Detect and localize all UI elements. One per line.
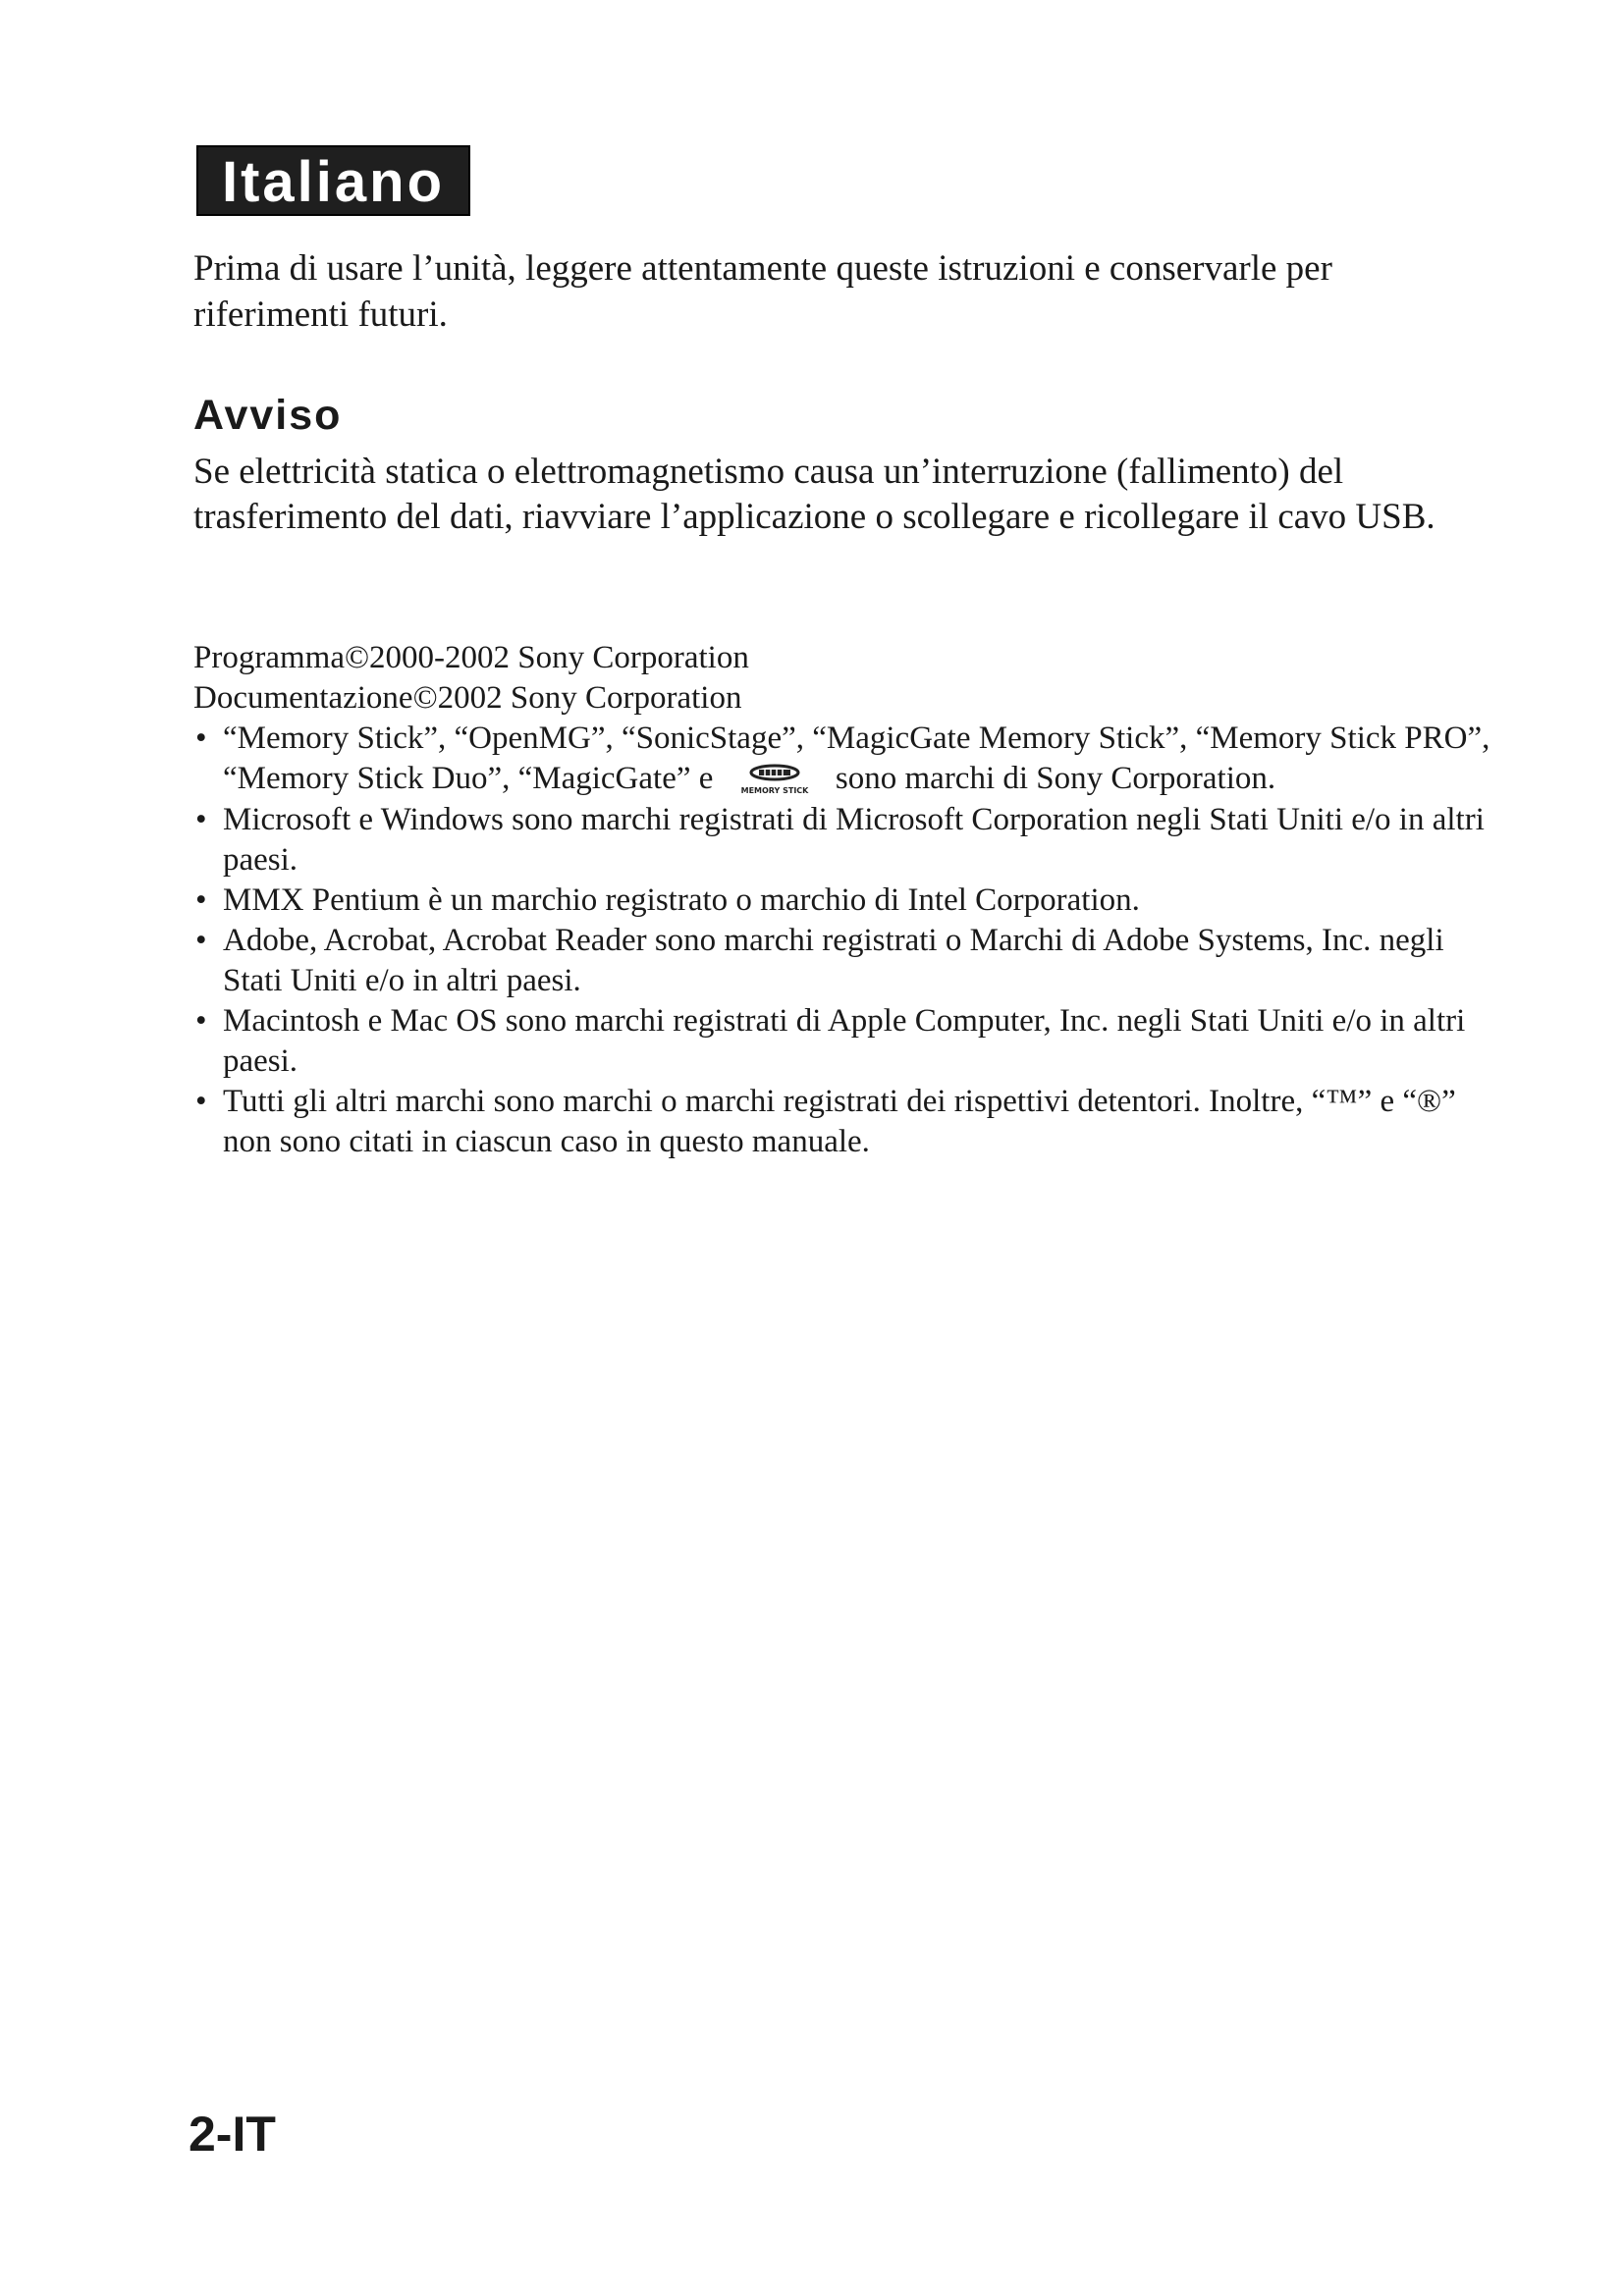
- page-number: 2-IT: [189, 2107, 276, 2162]
- intro-paragraph: Prima di usare l’unità, leggere attentamente queste istruzioni e conservarle per riferimenti futuri.: [193, 248, 1332, 335]
- trademark-list: [193, 719, 1509, 1162]
- documentation-copyright: Documentazione©2002 Sony Corporation: [193, 680, 742, 716]
- language-tab: Italiano: [196, 145, 470, 216]
- copyright-block: [193, 638, 1499, 719]
- bullet: •: [195, 923, 207, 959]
- program-copyright: Programma©2000-2002 Sony Corporation: [193, 640, 749, 675]
- trademark-item-adobe: [193, 921, 1509, 1001]
- trademark-text: MMX Pentium è un marchio registrato o marchio di Intel Corporation.: [223, 882, 1140, 919]
- bullet: •: [195, 802, 207, 838]
- trademark-text: Microsoft e Windows sono marchi registrati di Microsoft Corporation negli Stati Uniti e/o in altri paesi.: [223, 802, 1485, 879]
- memory-stick-logo-icon: [726, 761, 824, 800]
- trademark-text: Tutti gli altri marchi sono marchi o marchi registrati dei rispettivi detentori. Inoltre, “™” e “®” non sono citati in ciascun caso in questo manuale.: [223, 1084, 1456, 1160]
- memory-stick-logo-text: MEMORY STICK: [740, 786, 809, 796]
- bullet: •: [195, 882, 207, 919]
- trademark-text: Macintosh e Mac OS sono marchi registrati di Apple Computer, Inc. negli Stati Uniti e/o in altri paesi.: [223, 1003, 1466, 1080]
- trademark-text: Adobe, Acrobat, Acrobat Reader sono marchi registrati o Marchi di Adobe Systems, Inc. negli Stati Uniti e/o in altri paesi.: [223, 923, 1444, 999]
- trademark-item-sony: [193, 719, 1509, 800]
- bullet: •: [195, 1003, 207, 1040]
- trademark-item-microsoft: [193, 800, 1509, 881]
- trademark-item-intel: [193, 881, 1509, 921]
- trademark-text: “Memory Stick”, “OpenMG”, “SonicStage”, “MagicGate Memory Stick”, “Memory Stick PRO”, “Memory Stick Duo”, “MagicGate” e: [223, 721, 1490, 796]
- trademark-item-apple: [193, 1001, 1509, 1082]
- notice-body: Se elettricità statica o elettromagnetismo causa un’interruzione (fallimento) del trasferimento del dati, riavviare l’applicazione o scollegare e ricollegare il cavo USB.: [193, 452, 1435, 537]
- trademark-text: sono marchi di Sony Corporation.: [835, 761, 1276, 796]
- trademark-item-others: [193, 1082, 1509, 1162]
- bullet: •: [195, 721, 207, 756]
- notice-heading: Avviso: [193, 392, 343, 439]
- bullet: •: [195, 1084, 207, 1120]
